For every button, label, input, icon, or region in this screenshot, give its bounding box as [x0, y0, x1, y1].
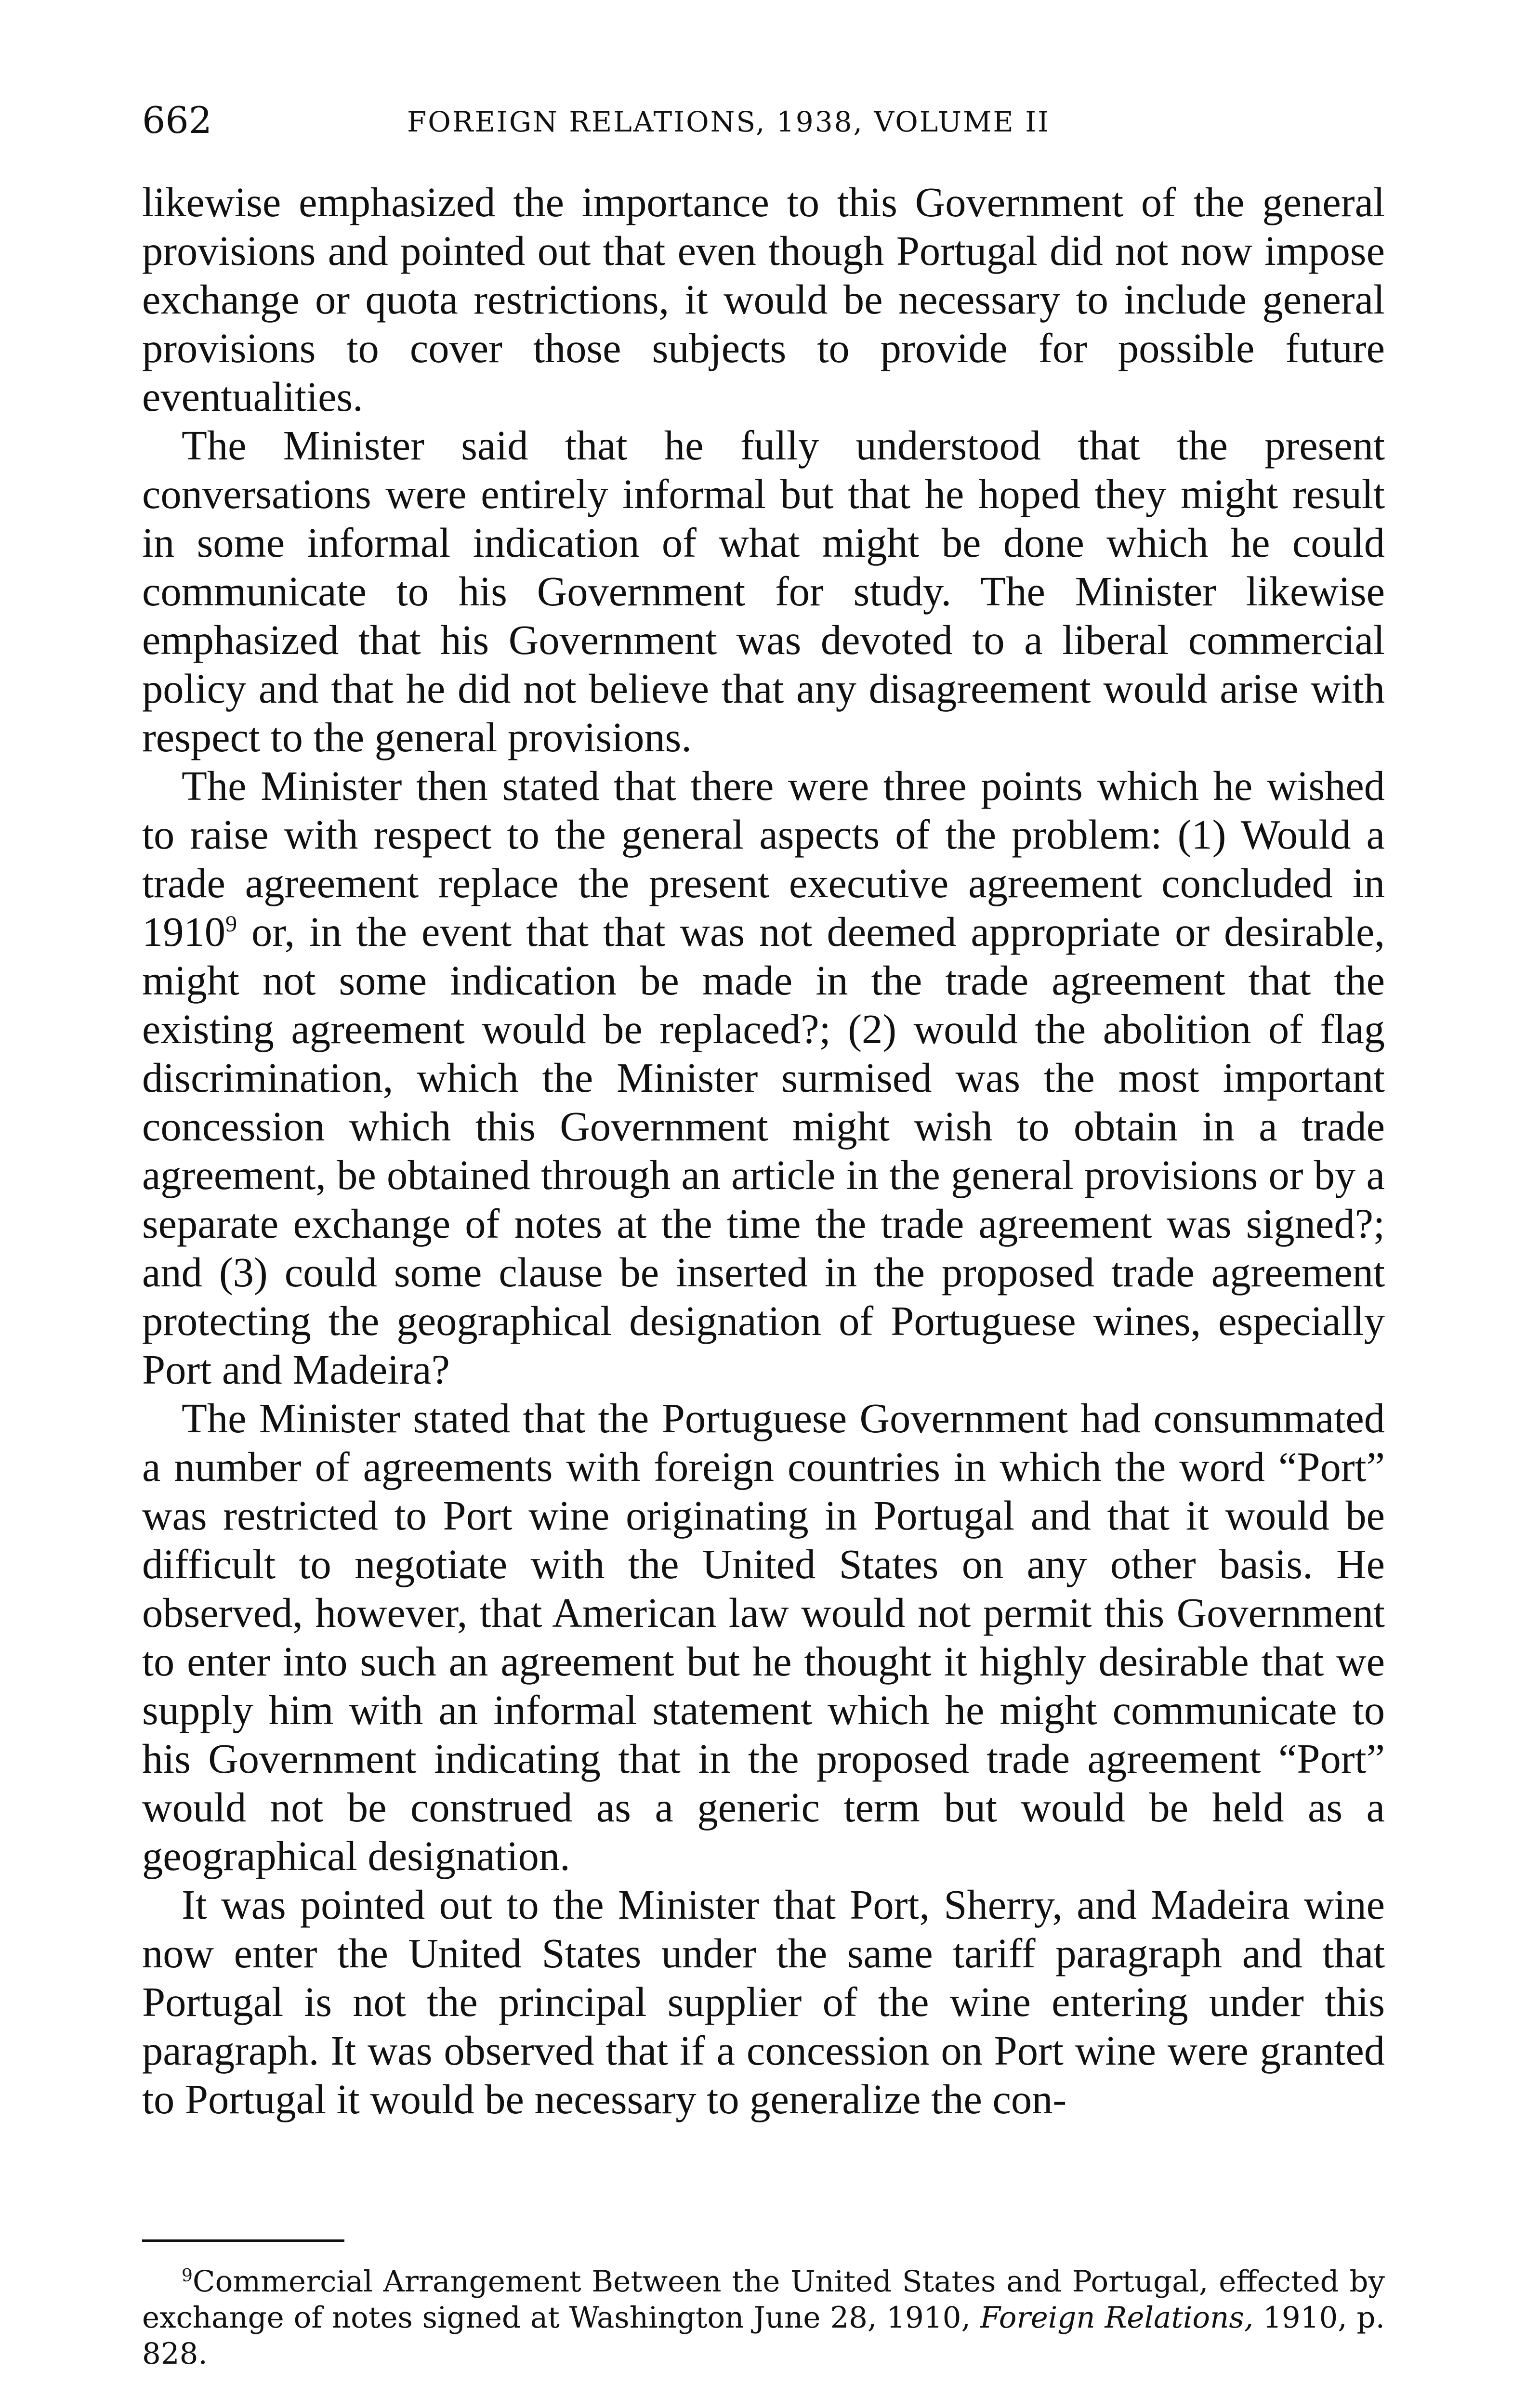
footnote-text-before-italic: Commercial Arrangement Between the United States and Portugal, effected by exchange of notes signed at Washington June 28, 1910,: [142, 2264, 1385, 2335]
footnote-text-after-italic: 1910, p. 828.: [142, 2301, 1385, 2371]
paragraph-4: The Minister stated that the Portuguese Government had consummated a number of agreements with foreign countries in which the word “Port” was restricted to Port wine originating in Portugal and that it would be difficult to negotiate with the United States on any other basis. He observed, however, that American law would not permit this Government to enter into such an agreement but he thought it highly desirable that we supply him with an informal statement which he might communicate to his Government indicating that in the proposed trade agreement “Port” would not be construed as a generic term but would be held as a geographical designation.: [142, 1395, 1385, 1879]
running-head: FOREIGN RELATIONS, 1938, VOLUME II: [407, 105, 1051, 138]
body-text: [142, 178, 1385, 2124]
footnote-rule: [142, 2239, 344, 2242]
page-number: 662: [142, 99, 212, 142]
footnote-mark: 9: [182, 2265, 193, 2286]
page-header: [142, 99, 1385, 142]
paragraph-3: [142, 762, 1385, 1394]
paragraph-3-text-after-ref: or, in the event that that was not deemed appropriate or desirable, might not some indication be made in the trade agreement that the existing agreement would be replaced?; (2) would the abolition of flag discrimination, which the Minister surmised was the most important concession which this Government might wish to obtain in a trade agreement, be obtained through an article in the general provisions or by a separate exchange of notes at the time the trade agreement was signed?; and (3) could some clause be inserted in the proposed trade agreement protecting the geographical designation of Portuguese wines, especially Port and Madeira?: [142, 909, 1385, 1393]
paragraph-5: It was pointed out to the Minister that Port, Sherry, and Madeira wine now enter the United States under the same tariff paragraph and that Portugal is not the principal supplier of the wine entering under this paragraph. It was observed that if a concession on Port wine were granted to Portugal it would be necessary to generalize the con-: [142, 1882, 1385, 2122]
paragraph-1: likewise emphasized the importance to this Government of the general provisions and pointed out that even though Portugal did not now impose exchange or quota restrictions, it would be necessary to include general provisions to cover those subjects to provide for possible future eventualities.: [142, 179, 1385, 420]
footnote-reference: 9: [225, 911, 237, 937]
paragraph-2: The Minister said that he fully understood that the present conversations were entirely informal but that he hoped they might result in some informal indication of what might be done which he could communicate to his Government for study. The Minister likewise emphasized that his Government was devoted to a liberal commercial policy and that he did not believe that any disagreement would arise with respect to the general provisions.: [142, 422, 1385, 760]
footnote-italic-title: Foreign Relations,: [980, 2301, 1254, 2335]
paragraph-3-text-before-ref: The Minister then stated that there were three points which he wished to raise with respect to the general aspects of the problem: (1) Would a trade agreement replace the present executive agreement concluded in 1910: [142, 763, 1385, 955]
footnote: [142, 2264, 1385, 2372]
